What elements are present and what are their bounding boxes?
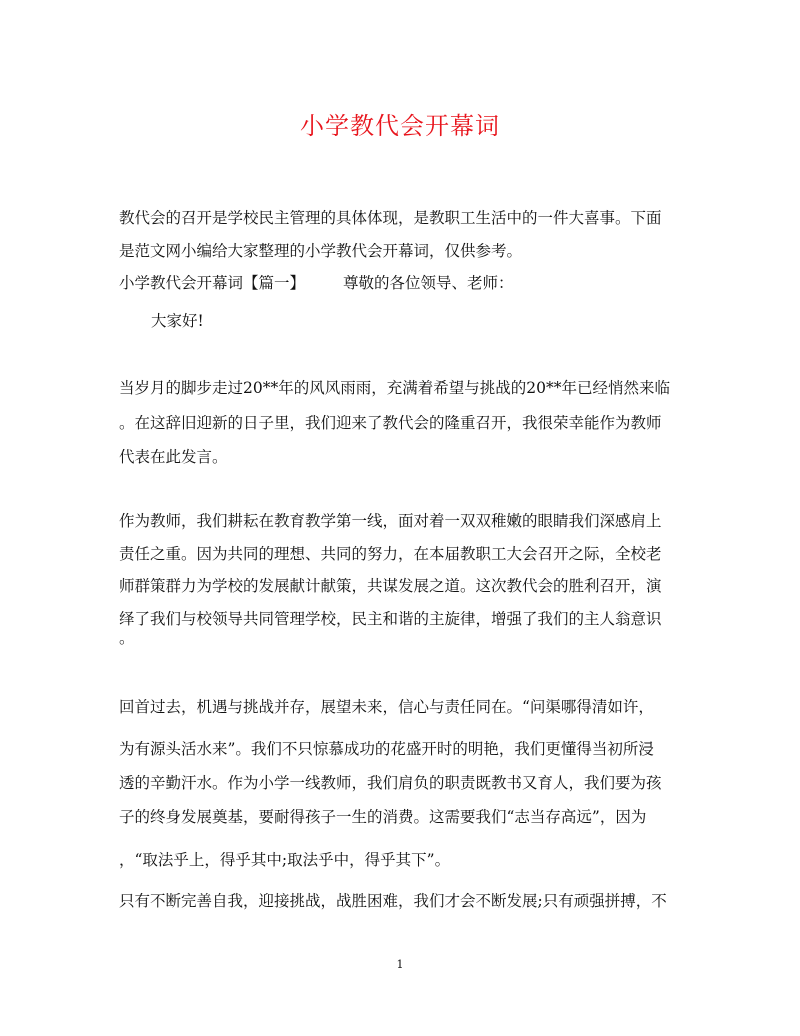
paragraph-line: 责任之重。因为共同的理想、共同的努力，在本届教职工大会召开之际，全校老 (119, 545, 662, 563)
paragraph-line: 代表在此发言。 (119, 448, 228, 466)
document-title: 小学教代会开幕词 (300, 112, 500, 140)
greeting: 大家好! (151, 312, 204, 330)
paragraph-line: 回首过去，机遇与挑战并存，展望未来，信心与责任同在。“问渠哪得清如许， (119, 698, 654, 716)
section-heading: 小学教代会开幕词【篇一】 (119, 274, 306, 292)
page-number: 1 (396, 958, 404, 971)
paragraph-line: 只有不断完善自我，迎接挑战，战胜困难，我们才会不断发展;只有顽强拼搏，不 (119, 892, 667, 910)
paragraph-line: 作为教师，我们耕耘在教育教学第一线，面对着一双双稚嫩的眼睛我们深感肩上 (119, 512, 662, 530)
paragraph-line: 绎了我们与校领导共同管理学校，民主和谐的主旋律，增强了我们的主人翁意识 (119, 610, 662, 628)
intro-line-1: 教代会的召开是学校民主管理的具体体现，是教职工生活中的一件大喜事。下面 (119, 209, 662, 227)
paragraph-line: 师群策群力为学校的发展献计献策，共谋发展之道。这次教代会的胜利召开，演 (119, 577, 662, 595)
intro-line-2: 是范文网小编给大家整理的小学教代会开幕词，仅供参考。 (119, 242, 523, 260)
paragraph-line: 。 (119, 629, 135, 647)
salutation: 尊敬的各位领导、老师： (343, 274, 514, 292)
paragraph-line: 子的终身发展奠基，要耐得孩子一生的消费。这需要我们“志当存高远”，因为 (119, 808, 647, 826)
paragraph-line: 当岁月的脚步走过20**年的风风雨雨，充满着希望与挑战的20**年已经悄然来临 (119, 379, 670, 397)
paragraph-line: 。在这辞旧迎新的日子里，我们迎来了教代会的隆重召开，我很荣幸能作为教师 (119, 414, 662, 432)
paragraph-line: 为有源头活水来”。我们不只惊慕成功的花盛开时的明艳，我们更懂得当初所浸 (119, 740, 654, 758)
paragraph-line: 透的辛勤汗水。作为小学一线教师，我们肩负的职责既教书又育人，我们要为孩 (119, 774, 662, 792)
paragraph-line: ，“取法乎上，得乎其中;取法乎中，得乎其下”。 (119, 851, 451, 869)
